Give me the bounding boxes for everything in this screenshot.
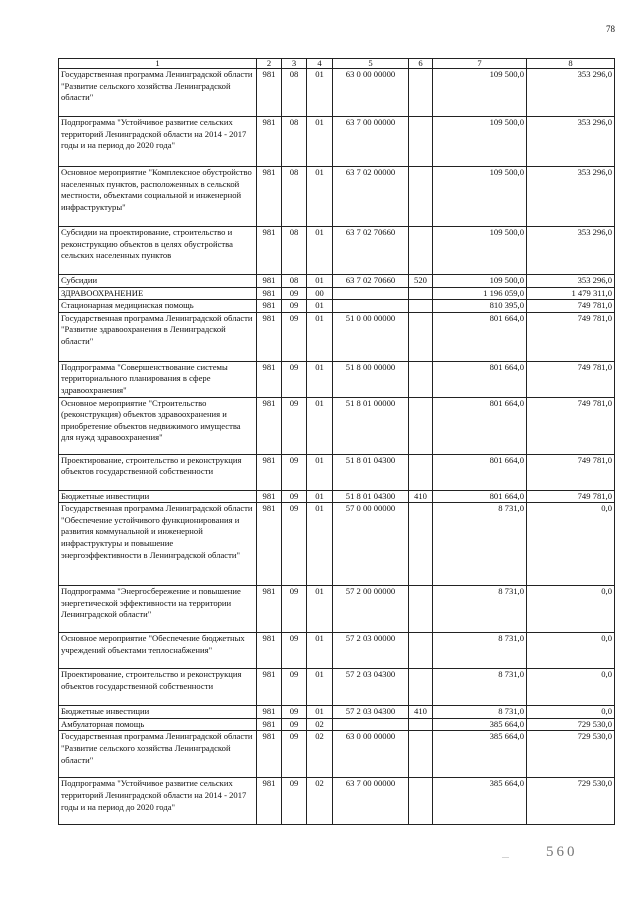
row-subsection-cell: 01: [307, 503, 333, 586]
row-code-cell: 981: [257, 300, 282, 313]
row-expense-type-cell: [409, 503, 433, 586]
table-row: [59, 731, 615, 778]
row-target-cell: 63 7 00 00000: [333, 117, 409, 167]
row-name-cell: Подпрограмма "Устойчивое развитие сельских территорий Ленинградской области на 2014 - 2017 годы и на период до 2020 года": [59, 117, 257, 167]
row-target-cell: 51 8 01 04300: [333, 490, 409, 503]
table-row: [59, 633, 615, 669]
row-expense-type-cell: [409, 731, 433, 778]
row-code-cell: 981: [257, 287, 282, 300]
row-amount-2017-cell: 1 196 059,0: [433, 287, 527, 300]
row-name-cell: Проектирование, строительство и реконструкция объектов государственной собственности: [59, 454, 257, 490]
row-subsection-cell: 02: [307, 731, 333, 778]
row-expense-type-cell: 410: [409, 706, 433, 719]
row-section-cell: 09: [282, 287, 307, 300]
row-expense-type-cell: [409, 361, 433, 397]
row-target-cell: [333, 300, 409, 313]
row-code-cell: 981: [257, 706, 282, 719]
row-section-cell: 09: [282, 454, 307, 490]
row-section-cell: 09: [282, 778, 307, 825]
row-name-cell: Проектирование, строительство и реконструкция объектов государственной собственности: [59, 669, 257, 706]
row-target-cell: 63 7 02 70660: [333, 275, 409, 288]
row-code-cell: 981: [257, 633, 282, 669]
row-expense-type-cell: [409, 633, 433, 669]
row-expense-type-cell: 410: [409, 490, 433, 503]
header-cell: 3: [282, 59, 307, 69]
table-row: [59, 361, 615, 397]
row-subsection-cell: 01: [307, 312, 333, 361]
row-code-cell: 981: [257, 490, 282, 503]
row-target-cell: 63 0 00 00000: [333, 731, 409, 778]
row-subsection-cell: 02: [307, 718, 333, 731]
row-target-cell: 57 2 03 04300: [333, 669, 409, 706]
row-subsection-cell: 01: [307, 490, 333, 503]
row-name-cell: Государственная программа Ленинградской области "Обеспечение устойчивого функционирования и развития коммунальной и инженерной инфраструктуры и повышение энергоэффективности в Ленинградской области": [59, 503, 257, 586]
row-name-cell: Государственная программа Ленинградской области "Развитие сельского хозяйства Ленинградской области": [59, 731, 257, 778]
header-cell: 2: [257, 59, 282, 69]
row-subsection-cell: 01: [307, 586, 333, 633]
row-code-cell: 981: [257, 227, 282, 275]
row-amount-2018-cell: 749 781,0: [527, 361, 615, 397]
row-target-cell: 63 0 00 00000: [333, 69, 409, 117]
row-code-cell: 981: [257, 275, 282, 288]
row-amount-2017-cell: 8 731,0: [433, 669, 527, 706]
row-amount-2018-cell: 749 781,0: [527, 312, 615, 361]
row-expense-type-cell: [409, 227, 433, 275]
row-section-cell: 08: [282, 167, 307, 227]
row-name-cell: Амбулаторная помощь: [59, 718, 257, 731]
row-subsection-cell: 01: [307, 397, 333, 454]
row-subsection-cell: 01: [307, 454, 333, 490]
row-amount-2017-cell: 801 664,0: [433, 361, 527, 397]
header-cell: 8: [527, 59, 615, 69]
row-target-cell: 57 0 00 00000: [333, 503, 409, 586]
row-subsection-cell: 01: [307, 633, 333, 669]
row-amount-2017-cell: 109 500,0: [433, 227, 527, 275]
row-amount-2017-cell: 385 664,0: [433, 731, 527, 778]
header-cell: 1: [59, 59, 257, 69]
row-target-cell: [333, 287, 409, 300]
row-section-cell: 09: [282, 300, 307, 313]
row-subsection-cell: 01: [307, 167, 333, 227]
row-code-cell: 981: [257, 69, 282, 117]
row-expense-type-cell: 520: [409, 275, 433, 288]
row-code-cell: 981: [257, 731, 282, 778]
header-cell: 7: [433, 59, 527, 69]
row-amount-2018-cell: 749 781,0: [527, 300, 615, 313]
row-amount-2018-cell: 353 296,0: [527, 167, 615, 227]
row-section-cell: 09: [282, 586, 307, 633]
row-section-cell: 08: [282, 227, 307, 275]
table-row: [59, 586, 615, 633]
row-subsection-cell: 01: [307, 706, 333, 719]
row-amount-2018-cell: 353 296,0: [527, 117, 615, 167]
row-expense-type-cell: [409, 778, 433, 825]
row-name-cell: Субсидии: [59, 275, 257, 288]
row-amount-2017-cell: 385 664,0: [433, 718, 527, 731]
table-row: [59, 167, 615, 227]
row-section-cell: 09: [282, 633, 307, 669]
row-expense-type-cell: [409, 312, 433, 361]
row-code-cell: 981: [257, 586, 282, 633]
row-name-cell: Подпрограмма "Совершенствование системы территориального планирования в сфере здравоохранения": [59, 361, 257, 397]
row-target-cell: 57 2 03 00000: [333, 633, 409, 669]
row-name-cell: Бюджетные инвестиции: [59, 706, 257, 719]
row-subsection-cell: 01: [307, 300, 333, 313]
table-row: [59, 287, 615, 300]
row-expense-type-cell: [409, 669, 433, 706]
table-row: [59, 706, 615, 719]
row-expense-type-cell: [409, 718, 433, 731]
row-subsection-cell: 01: [307, 227, 333, 275]
row-target-cell: [333, 718, 409, 731]
row-code-cell: 981: [257, 361, 282, 397]
row-name-cell: ЗДРАВООХРАНЕНИЕ: [59, 287, 257, 300]
row-name-cell: Государственная программа Ленинградской области "Развитие сельского хозяйства Ленинградской области": [59, 69, 257, 117]
row-amount-2017-cell: 8 731,0: [433, 633, 527, 669]
row-amount-2018-cell: 0,0: [527, 633, 615, 669]
row-name-cell: Стационарная медицинская помощь: [59, 300, 257, 313]
table-row: [59, 778, 615, 825]
row-target-cell: 51 8 01 00000: [333, 397, 409, 454]
row-amount-2018-cell: 353 296,0: [527, 227, 615, 275]
row-target-cell: 51 8 00 00000: [333, 361, 409, 397]
row-expense-type-cell: [409, 287, 433, 300]
row-section-cell: 09: [282, 669, 307, 706]
row-section-cell: 09: [282, 503, 307, 586]
row-subsection-cell: 02: [307, 778, 333, 825]
table-row: [59, 275, 615, 288]
row-amount-2018-cell: 749 781,0: [527, 490, 615, 503]
row-code-cell: 981: [257, 454, 282, 490]
header-cell: 4: [307, 59, 333, 69]
row-expense-type-cell: [409, 454, 433, 490]
page-stamp: 560: [546, 844, 578, 860]
row-section-cell: 08: [282, 275, 307, 288]
row-expense-type-cell: [409, 117, 433, 167]
row-section-cell: 09: [282, 706, 307, 719]
row-name-cell: Государственная программа Ленинградской области "Развитие здравоохранения в Ленинградской области": [59, 312, 257, 361]
row-subsection-cell: 01: [307, 69, 333, 117]
row-section-cell: 08: [282, 69, 307, 117]
row-amount-2017-cell: 8 731,0: [433, 503, 527, 586]
row-target-cell: 63 7 02 00000: [333, 167, 409, 227]
row-target-cell: 63 7 02 70660: [333, 227, 409, 275]
row-amount-2017-cell: 8 731,0: [433, 586, 527, 633]
row-expense-type-cell: [409, 167, 433, 227]
table-row: [59, 454, 615, 490]
row-code-cell: 981: [257, 117, 282, 167]
table-row: [59, 69, 615, 117]
row-expense-type-cell: [409, 69, 433, 117]
row-subsection-cell: 01: [307, 275, 333, 288]
row-name-cell: Основное мероприятие "Обеспечение бюджетных учреждений объектами теплоснабжения": [59, 633, 257, 669]
row-name-cell: Субсидии на проектирование, строительство и реконструкцию объектов в целях обустройства сельских населенных пунктов: [59, 227, 257, 275]
row-name-cell: Подпрограмма "Энергосбережение и повышение энергетической эффективности на территории Ленинградской области": [59, 586, 257, 633]
row-name-cell: Бюджетные инвестиции: [59, 490, 257, 503]
row-subsection-cell: 01: [307, 117, 333, 167]
row-amount-2017-cell: 385 664,0: [433, 778, 527, 825]
row-amount-2017-cell: 8 731,0: [433, 706, 527, 719]
page-number: 78: [606, 24, 615, 34]
row-amount-2017-cell: 810 395,0: [433, 300, 527, 313]
table-row: [59, 669, 615, 706]
row-code-cell: 981: [257, 718, 282, 731]
row-code-cell: 981: [257, 397, 282, 454]
row-target-cell: 51 0 00 00000: [333, 312, 409, 361]
row-amount-2018-cell: 729 530,0: [527, 731, 615, 778]
row-code-cell: 981: [257, 503, 282, 586]
row-amount-2018-cell: 353 296,0: [527, 275, 615, 288]
row-name-cell: Подпрограмма "Устойчивое развитие сельских территорий Ленинградской области на 2014 - 2017 годы и на период до 2020 года": [59, 778, 257, 825]
row-target-cell: 57 2 03 04300: [333, 706, 409, 719]
row-expense-type-cell: [409, 586, 433, 633]
row-name-cell: Основное мероприятие "Комплексное обустройство населенных пунктов, расположенных в сельской местности, объектами социальной и инженерной инфраструктуры": [59, 167, 257, 227]
row-amount-2017-cell: 801 664,0: [433, 397, 527, 454]
row-code-cell: 981: [257, 167, 282, 227]
row-code-cell: 981: [257, 312, 282, 361]
row-amount-2017-cell: 109 500,0: [433, 69, 527, 117]
row-target-cell: 63 7 00 00000: [333, 778, 409, 825]
row-amount-2018-cell: 1 479 311,0: [527, 287, 615, 300]
row-amount-2018-cell: 0,0: [527, 669, 615, 706]
table-row: [59, 300, 615, 313]
row-amount-2017-cell: 801 664,0: [433, 454, 527, 490]
row-expense-type-cell: [409, 300, 433, 313]
header-row: [59, 59, 615, 69]
row-code-cell: 981: [257, 778, 282, 825]
row-section-cell: 09: [282, 490, 307, 503]
row-target-cell: 57 2 00 00000: [333, 586, 409, 633]
row-amount-2017-cell: 109 500,0: [433, 117, 527, 167]
table-row: [59, 312, 615, 361]
table-row: [59, 718, 615, 731]
row-amount-2018-cell: 353 296,0: [527, 69, 615, 117]
row-code-cell: 981: [257, 669, 282, 706]
row-amount-2018-cell: 0,0: [527, 706, 615, 719]
row-section-cell: 09: [282, 731, 307, 778]
budget-table: [58, 58, 615, 825]
row-target-cell: 51 8 01 04300: [333, 454, 409, 490]
row-section-cell: 09: [282, 718, 307, 731]
table-row: [59, 227, 615, 275]
table-row: [59, 503, 615, 586]
row-amount-2018-cell: 749 781,0: [527, 454, 615, 490]
row-section-cell: 08: [282, 117, 307, 167]
row-amount-2018-cell: 729 530,0: [527, 778, 615, 825]
table-row: [59, 117, 615, 167]
row-section-cell: 09: [282, 397, 307, 454]
page-mark: —: [502, 853, 509, 861]
row-name-cell: Основное мероприятие "Строительство (реконструкция) объектов здравоохранения и приобретение объектов недвижимого имущества для нужд здравоохранения": [59, 397, 257, 454]
row-amount-2018-cell: 749 781,0: [527, 397, 615, 454]
row-amount-2018-cell: 0,0: [527, 586, 615, 633]
row-amount-2018-cell: 729 530,0: [527, 718, 615, 731]
row-subsection-cell: 01: [307, 361, 333, 397]
row-expense-type-cell: [409, 397, 433, 454]
row-amount-2018-cell: 0,0: [527, 503, 615, 586]
table-row: [59, 490, 615, 503]
row-amount-2017-cell: 801 664,0: [433, 490, 527, 503]
row-amount-2017-cell: 801 664,0: [433, 312, 527, 361]
header-cell: 5: [333, 59, 409, 69]
row-subsection-cell: 00: [307, 287, 333, 300]
header-cell: 6: [409, 59, 433, 69]
row-section-cell: 09: [282, 361, 307, 397]
row-subsection-cell: 01: [307, 669, 333, 706]
row-amount-2017-cell: 109 500,0: [433, 167, 527, 227]
row-amount-2017-cell: 109 500,0: [433, 275, 527, 288]
row-section-cell: 09: [282, 312, 307, 361]
table-row: [59, 397, 615, 454]
